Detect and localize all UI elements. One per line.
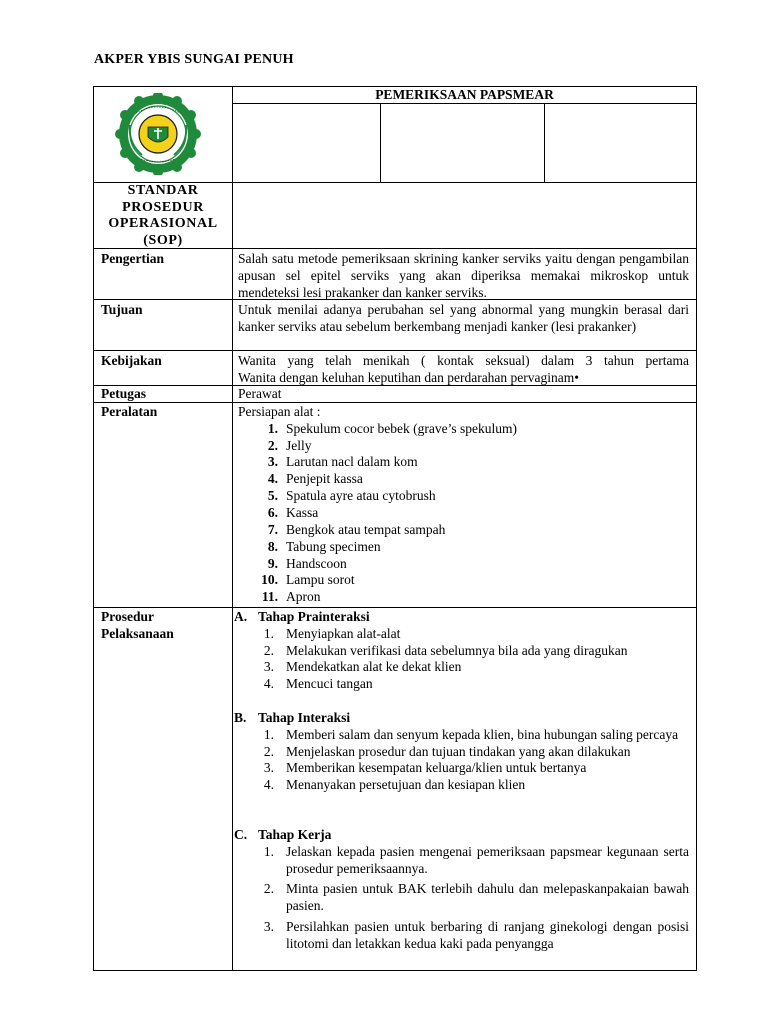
sop-label-line: STANDAR xyxy=(127,183,199,198)
prosedur-section-a xyxy=(234,609,689,693)
pengertian-text: Salah satu metode pemeriksaan skrining kanker serviks yaitu dengan pengambilan apusan sel epitel serviks yang akan diperiksa memakai mikroskop untuk mendeteksi lesi prakanker dan kanker serviks. xyxy=(238,251,689,300)
list-item: 2. Menjelaskan prosedur dan tujuan tindakan yang akan dilakukan xyxy=(263,743,631,759)
kebijakan-text xyxy=(238,353,689,387)
section-heading: A. Tahap Prainteraksi xyxy=(234,609,370,624)
prosedur-section-c xyxy=(234,827,689,953)
row-divider xyxy=(93,350,697,351)
row-label-peralatan: Peralatan xyxy=(101,404,158,419)
signature-divider-1 xyxy=(380,103,381,182)
petugas-text: Perawat xyxy=(238,386,282,401)
equipment-list xyxy=(238,421,689,606)
sop-label xyxy=(94,183,232,249)
list-item: 10. Lampu sorot xyxy=(261,572,355,588)
section-heading: B. Tahap Interaksi xyxy=(234,710,351,725)
signature-divider-2 xyxy=(544,103,545,182)
row-divider xyxy=(93,607,697,608)
column-divider xyxy=(232,86,233,971)
list-item: 3. Memberikan kesempatan keluarga/klien untuk bertanya xyxy=(263,760,587,776)
list-item: 9. Handscoon xyxy=(267,555,347,571)
list-item: 1. Memberi salam dan senyum kepada klien, bina hubungan saling percaya xyxy=(263,726,679,742)
table-border-bottom xyxy=(93,970,697,971)
document-title: PEMERIKSAAN PAPSMEAR xyxy=(375,87,554,102)
sop-label-line: PROSEDUR xyxy=(122,199,204,215)
table-border-right xyxy=(696,86,697,971)
row-label-pengertian: Pengertian xyxy=(101,251,164,266)
list-item: 2. Jelly xyxy=(267,437,312,453)
row-label-kebijakan: Kebijakan xyxy=(101,353,162,368)
list-item: 5. Spatula ayre atau cytobrush xyxy=(267,488,436,504)
list-item: 6. Kassa xyxy=(267,505,319,521)
list-item: 8. Tabung specimen xyxy=(267,538,381,554)
sop-label-line: OPERASIONAL xyxy=(108,216,218,231)
list-item: 3. Mendekatkan alat ke dekat klien xyxy=(263,659,462,675)
list-item: 2. Melakukan verifikasi data sebelumnya bila ada yang diragukan xyxy=(263,642,628,658)
prosedur-section-b xyxy=(234,710,689,794)
row-label-prosedur: Prosedur Pelaksanaan xyxy=(101,609,174,641)
list-item: 11. Apron xyxy=(261,589,321,605)
row-label-tujuan: Tujuan xyxy=(101,302,143,317)
list-item: 7. Bengkok atau tempat sampah xyxy=(267,521,446,537)
list-item: 4. Menanyakan persetujuan dan kesiapan klien xyxy=(263,777,526,793)
institution-name: AKPER YBIS SUNGAI PENUH xyxy=(94,52,294,67)
list-item: 1. Jelaskan kepada pasien mengenai pemeriksaan papsmear kegunaan serta prosedur pemeriksaannya. xyxy=(263,843,689,876)
list-item: 3. Persilahkan pasien untuk berbaring di ranjang ginekologi dengan posisi litotomi dan letakkan kedua kaki pada penyangga xyxy=(263,918,689,951)
peralatan-content xyxy=(238,404,689,606)
list-item: 3. Larutan nacl dalam kom xyxy=(267,454,418,470)
list-item: 2. Minta pasien untuk BAK terlebih dahulu dan melepaskanpakaian bawah pasien. xyxy=(263,881,689,914)
tujuan-text: Untuk menilai adanya perubahan sel yang abnormal yang mungkin berasal dari kanker serviks atau sebelum berkembang menjadi kanker (lesi prakanker) xyxy=(238,302,689,334)
row-label-petugas: Petugas xyxy=(101,386,146,401)
sop-label-line: (SOP) xyxy=(143,232,183,248)
list-item: 4. Penjepit kassa xyxy=(267,471,363,487)
list-item: 1. Menyiapkan alat-alat xyxy=(263,625,401,641)
list-item: 1. Spekulum cocor bebek (grave’s spekulum) xyxy=(267,420,517,436)
institution-seal-icon xyxy=(108,93,208,175)
kebijakan-line: Wanita yang telah menikah ( kontak seksual) dalam 3 tahun pertama xyxy=(238,353,689,368)
row-divider xyxy=(93,402,697,403)
list-item: 4. Mencuci tangan xyxy=(263,676,373,692)
kebijakan-line: Wanita dengan keluhan keputihan dan perdarahan pervaginam• xyxy=(238,369,580,385)
peralatan-intro: Persiapan alat : xyxy=(238,404,321,419)
section-heading: C. Tahap Kerja xyxy=(234,827,332,842)
